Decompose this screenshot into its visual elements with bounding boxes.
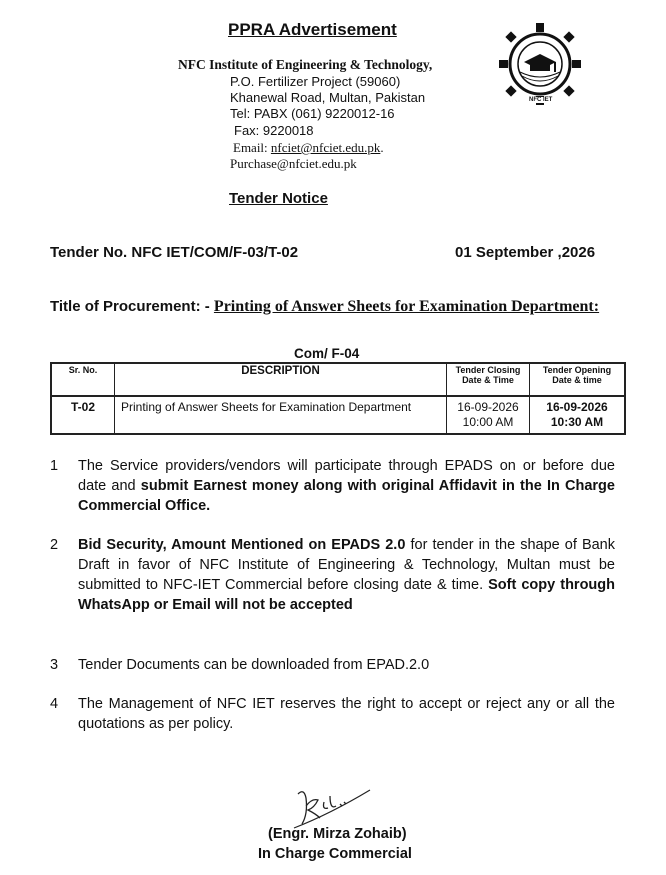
header-sr: Sr. No. [51, 363, 115, 396]
cell-closing [447, 396, 530, 434]
tender-date: 01 September ,2026 [455, 244, 596, 261]
header-opening: Tender Opening Date & time [530, 363, 626, 396]
closing-time: 10:00 AM [462, 415, 514, 429]
item-text: Tender Documents can be downloaded from EPAD.2.0 [78, 657, 430, 673]
list-item [50, 535, 615, 615]
logo-text: NFC IET [529, 97, 553, 103]
cell-opening [530, 396, 626, 434]
opening-date: 16-09-2026 [546, 400, 608, 414]
closing-date: 16-09-2026 [457, 400, 519, 414]
item-text-bold: Soft copy through WhatsApp or Email will not be accepted [78, 577, 616, 613]
email-label: Email: [233, 140, 271, 155]
fax-line: Fax: 9220018 [234, 123, 314, 138]
item-number: 1 [50, 458, 59, 474]
address-line: Khanewal Road, Multan, Pakistan [230, 90, 426, 105]
item-number: 4 [50, 696, 59, 712]
tender-number: Tender No. NFC IET/COM/F-03/T-02 [50, 244, 299, 261]
institute-logo [494, 20, 586, 112]
form-number: Com/ F-04 [294, 346, 360, 361]
notice-title: Tender Notice [229, 190, 328, 207]
item-text: The Service providers/vendors will participate through EPADS on or before due date and [78, 458, 615, 494]
email-line [233, 140, 384, 156]
phone-line: Tel: PABX (061) 9220012-16 [230, 106, 395, 121]
procurement-title [50, 297, 610, 317]
table-row [51, 396, 625, 434]
table-header-row [51, 363, 625, 396]
header-closing: Tender Closing Date & Time [447, 363, 530, 396]
signer-role: In Charge Commercial [258, 846, 412, 862]
procurement-separator: : - [195, 298, 214, 315]
email-link[interactable]: nfciet@nfciet.edu.pk [270, 140, 381, 155]
address-line: P.O. Fertilizer Project (59060) [230, 74, 401, 89]
institution-name: NFC Institute of Engineering & Technology, [178, 57, 433, 72]
email-suffix: . [380, 140, 384, 155]
list-item [50, 456, 615, 516]
signer-name: (Engr. Mirza Zohaib) [268, 826, 407, 842]
procurement-value: Printing of Answer Sheets for Examination Department: [213, 298, 600, 315]
item-text-bold: Bid Security, Amount Mentioned on EPADS 2.0 [78, 537, 406, 553]
cell-sr: T-02 [51, 396, 115, 434]
header-description: DESCRIPTION [115, 363, 447, 396]
purchase-email: Purchase@nfciet.edu.pk [230, 156, 357, 171]
item-number: 2 [50, 537, 59, 553]
page-title: PPRA Advertisement [228, 20, 397, 39]
cell-description: Printing of Answer Sheets for Examination Department [115, 396, 447, 434]
item-text-bold: submit Earnest money along with original Affidavit in the In Charge Commercial Office. [78, 478, 615, 514]
item-text: The Management of NFC IET reserves the right to accept or reject any or all the quotations as per policy. [78, 696, 615, 732]
opening-time: 10:30 AM [550, 415, 604, 429]
list-item [50, 655, 615, 675]
tender-table [50, 362, 626, 435]
item-number: 3 [50, 657, 59, 673]
list-item [50, 694, 615, 734]
procurement-label: Title of Procurement [50, 298, 196, 315]
item-text: for tender in the shape of Bank Draft in favor of NFC Institute of Engineering & Technology, Multan must be submitted to NFC-IET Commercial before closing date & time. [78, 537, 615, 593]
